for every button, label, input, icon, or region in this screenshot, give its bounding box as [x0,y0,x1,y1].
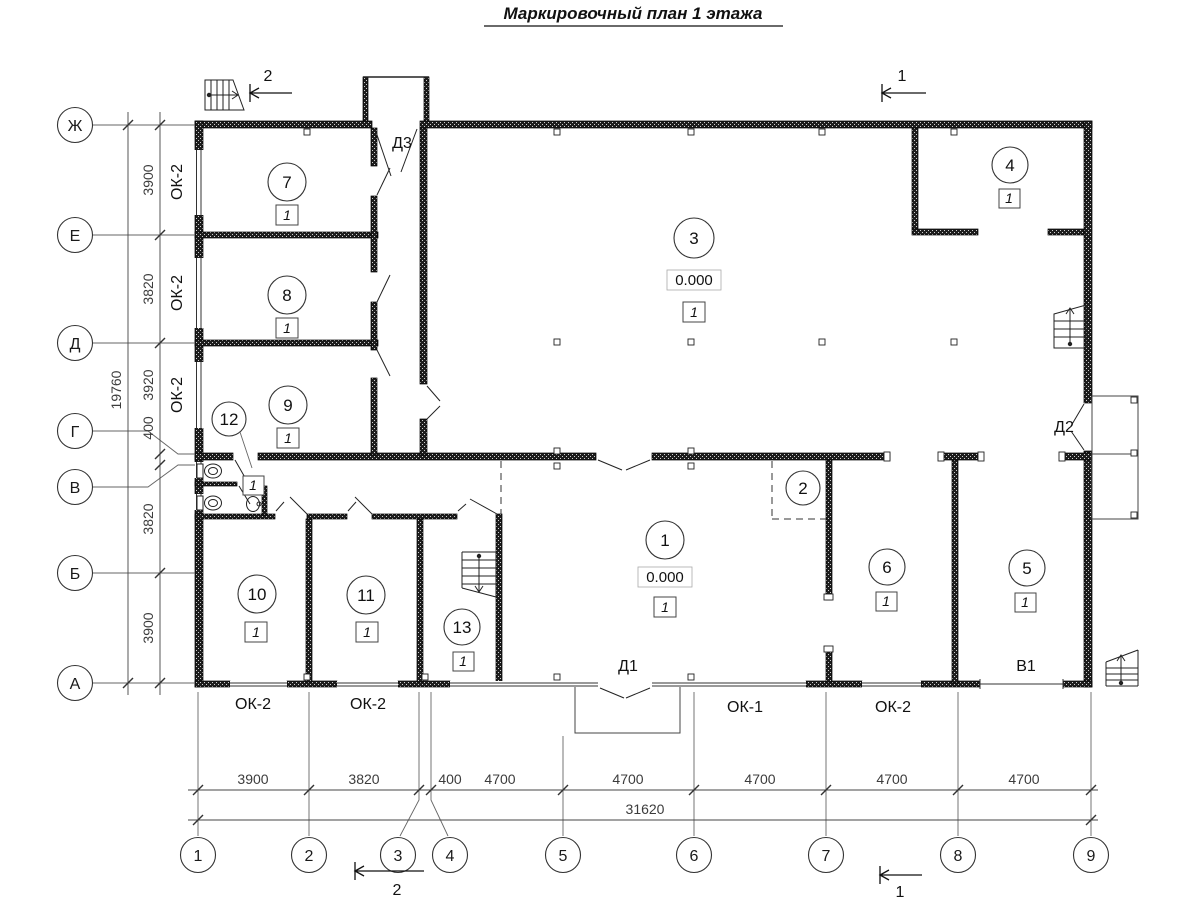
finish-type: 1 [661,599,669,615]
room-number: 3 [689,229,699,248]
room-number: 7 [282,173,292,192]
finish-type: 1 [283,207,291,223]
door-mark-d2: Д2 [1054,419,1074,436]
dim-v-5: 3820 [140,503,156,535]
axis-col-2: 2 [304,848,314,865]
room-number: 13 [452,618,472,637]
axis-col-3: 3 [393,848,403,865]
window-bottom-4 [652,681,806,688]
finish-type: 1 [690,304,698,320]
section-label: 1 [897,68,907,85]
window-mark-left-ok2-a: ОК-2 [169,164,186,200]
finish-type: 1 [363,624,371,640]
room-number: 2 [798,479,808,498]
dim-v-total: 19760 [108,370,124,410]
finish-type: 1 [1005,190,1013,206]
axis-col-6: 6 [689,848,699,865]
finish-type: 1 [882,593,890,609]
axis-row-a: А [69,676,81,693]
room-number: 1 [660,531,670,550]
elevation-mark: 0.000 [675,272,713,289]
window-mark-ok2-c: ОК-2 [875,699,911,716]
window-bottom-2 [337,681,398,688]
finish-type: 1 [252,624,260,640]
toilet-icon-1 [197,464,222,478]
room-number: 8 [282,286,292,305]
dim-h-1: 3900 [237,771,269,787]
axis-col-1: 1 [193,848,203,865]
elevation-mark: 0.000 [646,569,684,586]
dim-h-total: 31620 [625,801,665,817]
dim-v-6: 3900 [140,612,156,644]
dim-h-4: 4700 [484,771,516,787]
axis-row-d: Д [69,336,81,353]
dim-v-2: 3820 [140,273,156,305]
room-number: 4 [1005,156,1015,175]
room-number: 12 [219,410,239,429]
finish-type: 1 [283,320,291,336]
axis-row-zh: Ж [67,118,83,135]
room-number: 5 [1022,559,1032,578]
window-mark-ok2-b: ОК-2 [350,696,386,713]
room-2-label [786,471,820,505]
finish-type: 1 [249,477,257,493]
dim-h-5: 4700 [612,771,644,787]
finish-type: 1 [284,430,292,446]
window-mark-ok1: ОК-1 [727,699,763,716]
dim-h-8: 4700 [1008,771,1040,787]
window-mark-left-ok2-b: ОК-2 [169,275,186,311]
dim-v-4: 400 [140,416,156,440]
window-left-3 [194,362,204,428]
room-number: 6 [882,558,892,577]
dim-h-3: 400 [438,771,462,787]
toilet-icon-2 [197,496,222,510]
room-number: 10 [247,585,267,604]
section-label: 2 [263,68,273,85]
axis-row-g: Г [70,424,80,441]
door-mark-d1: Д1 [618,658,638,675]
window-mark-ok2-a: ОК-2 [235,696,271,713]
window-bottom-1 [230,681,287,688]
axis-row-b: Б [69,566,81,583]
drawing-title [484,4,783,26]
dim-h-7: 4700 [876,771,908,787]
dim-h-6: 4700 [744,771,776,787]
dim-h-2: 3820 [348,771,380,787]
axis-row-e: Е [69,228,81,245]
title-text: Маркировочный план 1 этажа [503,4,763,23]
dim-v-1: 3900 [140,164,156,196]
dim-v-3: 3920 [140,369,156,401]
room-number: 9 [283,396,293,415]
axis-col-9: 9 [1086,848,1096,865]
axis-row-v: В [69,480,81,497]
axis-col-5: 5 [558,848,568,865]
gate-mark-v1: В1 [1016,658,1036,675]
section-label: 1 [895,884,905,900]
window-bottom-3 [450,681,598,688]
window-bottom-5 [862,681,921,688]
finish-type: 1 [459,653,467,669]
door-mark-d3: Д3 [392,135,412,152]
finish-type: 1 [1021,594,1029,610]
axis-col-7: 7 [821,848,831,865]
section-label: 2 [392,882,402,899]
axis-col-8: 8 [953,848,963,865]
room-number: 11 [357,586,375,605]
window-left-2 [194,258,204,328]
window-left-1 [194,150,204,215]
axis-col-4: 4 [445,848,455,865]
window-mark-left-ok2-c: ОК-2 [169,377,186,413]
